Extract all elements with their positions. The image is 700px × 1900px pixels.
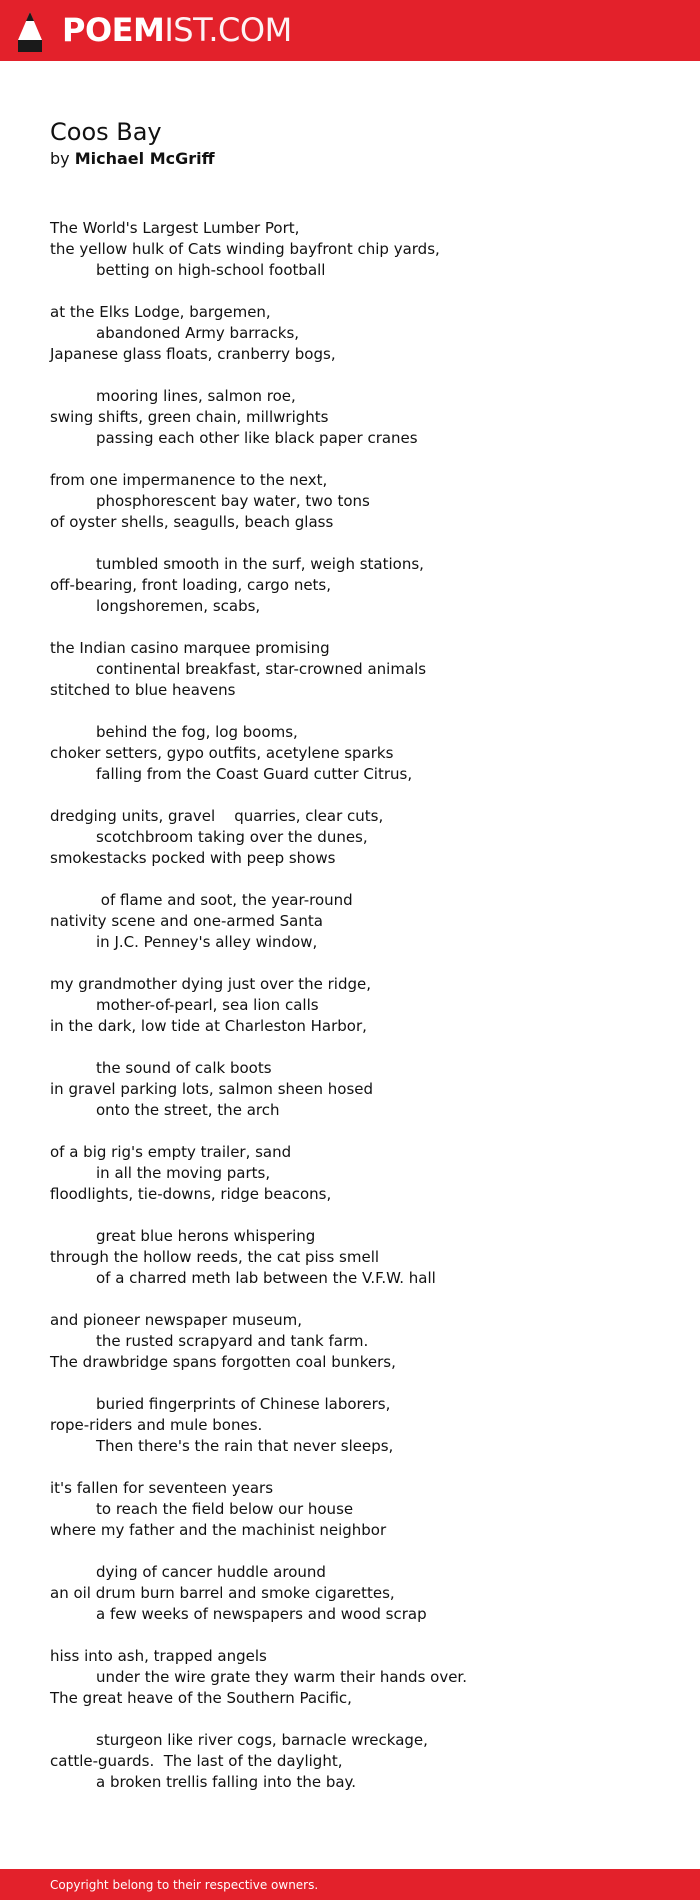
poem-line: an oil drum burn barrel and smoke cigarettes, — [50, 1584, 395, 1602]
poem-stanza — [50, 1310, 670, 1373]
site-logo[interactable] — [62, 12, 292, 48]
logo-text-bold: POEM — [62, 11, 165, 49]
poem-line: of a big rig's empty trailer, sand — [50, 1143, 292, 1161]
poem-stanza — [50, 638, 670, 701]
poem-line: under the wire grate they warm their hands over. — [96, 1668, 467, 1686]
site-footer — [0, 1869, 700, 1900]
poem-line: in gravel parking lots, salmon sheen hosed — [50, 1080, 374, 1098]
pencil-tip-icon[interactable] — [16, 10, 44, 52]
poem-stanza — [50, 302, 670, 365]
poem-line: it's fallen for seventeen years — [50, 1479, 274, 1497]
poem-line: Then there's the rain that never sleeps, — [96, 1437, 394, 1455]
poem-line: where my father and the machinist neighbor — [50, 1521, 387, 1539]
poem-line: in J.C. Penney's alley window, — [96, 933, 318, 951]
poem-line: longshoremen, scabs, — [96, 597, 261, 615]
poem-line: behind the fog, log booms, — [96, 723, 298, 741]
poem-line: the sound of calk boots — [96, 1059, 272, 1077]
poem-line: the yellow hulk of Cats winding bayfront chip yards, — [50, 240, 440, 258]
poem-line: swing shifts, green chain, millwrights — [50, 408, 329, 426]
poem-line: mooring lines, salmon roe, — [96, 387, 296, 405]
poem-stanza — [50, 218, 670, 281]
byline-prefix: by — [50, 149, 70, 168]
poem-stanza — [50, 470, 670, 533]
logo-text-light: IST.COM — [164, 11, 292, 49]
poem-line: abandoned Army barracks, — [96, 324, 300, 342]
poem-line: betting on high-school football — [96, 261, 326, 279]
poem-line: great blue herons whispering — [96, 1227, 316, 1245]
poem-line: buried fingerprints of Chinese laborers, — [96, 1395, 391, 1413]
poem-stanza — [50, 386, 670, 449]
poem-line: through the hollow reeds, the cat piss smell — [50, 1248, 380, 1266]
poem-line: The great heave of the Southern Pacific, — [50, 1689, 352, 1707]
poem-line: floodlights, tie-downs, ridge beacons, — [50, 1185, 332, 1203]
poem-stanza — [50, 806, 670, 869]
poem-line: from one impermanence to the next, — [50, 471, 328, 489]
poem-line: scotchbroom taking over the dunes, — [96, 828, 368, 846]
poem-title: Coos Bay — [50, 118, 162, 146]
poem-stanza — [50, 890, 670, 953]
poem-stanza — [50, 1058, 670, 1121]
poem-line: smokestacks pocked with peep shows — [50, 849, 336, 867]
poem-line: tumbled smooth in the surf, weigh stations, — [96, 555, 424, 573]
poem-line: Japanese glass floats, cranberry bogs, — [50, 345, 336, 363]
poem-stanza — [50, 1730, 670, 1793]
poem-line: stitched to blue heavens — [50, 681, 236, 699]
poem-line: cattle-guards. The last of the daylight, — [50, 1752, 343, 1770]
poem-stanza — [50, 1394, 670, 1457]
poem-stanza — [50, 722, 670, 785]
poem-line: of flame and soot, the year-round — [96, 891, 353, 909]
poem-line: of a charred meth lab between the V.F.W. hall — [96, 1269, 436, 1287]
poem-line: and pioneer newspaper museum, — [50, 1311, 303, 1329]
poem-line: a few weeks of newspapers and wood scrap — [96, 1605, 427, 1623]
poem-line: passing each other like black paper cranes — [96, 429, 418, 447]
poem-line: my grandmother dying just over the ridge, — [50, 975, 371, 993]
poem-line: the rusted scrapyard and tank farm. — [96, 1332, 369, 1350]
poem-line: in all the moving parts, — [96, 1164, 271, 1182]
poem-line: nativity scene and one-armed Santa — [50, 912, 323, 930]
poem-stanza — [50, 1646, 670, 1709]
poem-line: choker setters, gypo outfits, acetylene sparks — [50, 744, 394, 762]
poem-stanza — [50, 1226, 670, 1289]
byline — [50, 148, 215, 170]
author-name[interactable]: Michael McGriff — [74, 149, 215, 168]
poem-stanza — [50, 554, 670, 617]
poem-line: the Indian casino marquee promising — [50, 639, 330, 657]
site-header — [0, 0, 700, 61]
poem-line: falling from the Coast Guard cutter Citrus, — [96, 765, 413, 783]
poem-line: The drawbridge spans forgotten coal bunkers, — [50, 1353, 396, 1371]
poem-line: onto the street, the arch — [96, 1101, 280, 1119]
poem-stanza — [50, 1142, 670, 1205]
poem-stanza — [50, 1562, 670, 1625]
poem-line: at the Elks Lodge, bargemen, — [50, 303, 271, 321]
poem-line: to reach the field below our house — [96, 1500, 354, 1518]
poem-line: rope-riders and mule bones. — [50, 1416, 263, 1434]
poem-body — [50, 218, 670, 1814]
poem-line: in the dark, low tide at Charleston Harbor, — [50, 1017, 367, 1035]
poem-line: a broken trellis falling into the bay. — [96, 1773, 357, 1791]
poem-line: dying of cancer huddle around — [96, 1563, 326, 1581]
poem-stanza — [50, 974, 670, 1037]
poem-line: dredging units, gravel quarries, clear cuts, — [50, 807, 384, 825]
poem-line: sturgeon like river cogs, barnacle wreckage, — [96, 1731, 428, 1749]
poem-line: continental breakfast, star-crowned animals — [96, 660, 427, 678]
poem-line: mother-of-pearl, sea lion calls — [96, 996, 319, 1014]
poem-stanza — [50, 1478, 670, 1541]
poem-line: The World's Largest Lumber Port, — [50, 219, 300, 237]
poem-line: hiss into ash, trapped angels — [50, 1647, 267, 1665]
poem-line: of oyster shells, seagulls, beach glass — [50, 513, 334, 531]
poem-line: phosphorescent bay water, two tons — [96, 492, 370, 510]
copyright-notice: Copyright belong to their respective owners. — [50, 1878, 319, 1892]
poem-line: off-bearing, front loading, cargo nets, — [50, 576, 332, 594]
